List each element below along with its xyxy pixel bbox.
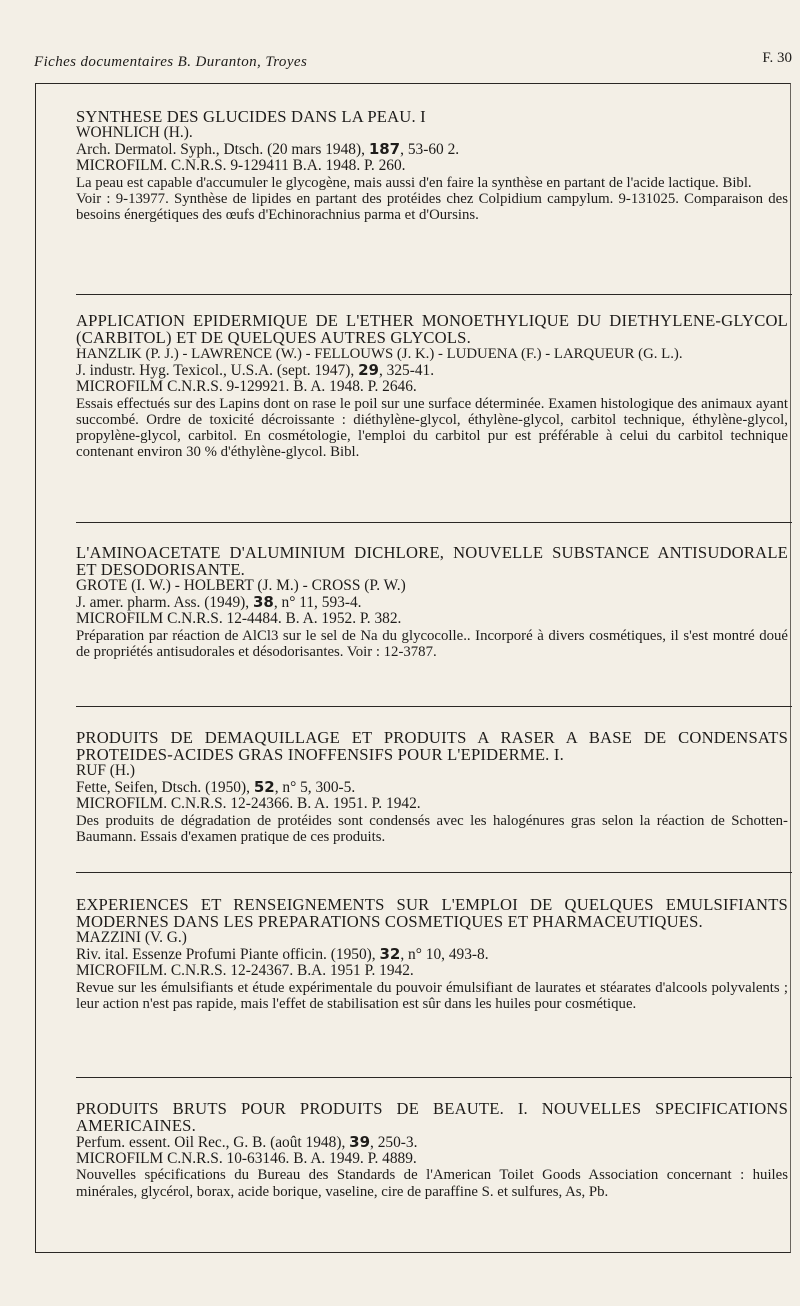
entry-authors: GROTE (I. W.) - HOLBERT (J. M.) - CROSS (P. W.) (76, 577, 406, 594)
separator-line (76, 522, 792, 523)
reference-pages: , 325-41. (378, 362, 435, 380)
entry-title: EXPERIENCES ET RENSEIGNEMENTS SUR L'EMPLOI DE QUELQUES EMULSIFIANTS MODERNES DANS LES PREPARATIONS COSMETIQUES ET PHARMACEUTIQUES. (76, 895, 788, 931)
reference-source: Perfum. essent. Oil Rec., G. B. (août 1948), (76, 1134, 350, 1151)
entry (76, 108, 788, 223)
entry-authors: RUF (H.) (76, 762, 135, 779)
entry-abstract: Des produits de dégradation de protéides sont condensés avec les halogénures gras selon la réaction de Schotten-Baumann. Essais d'examen pratique de ces produits. (76, 812, 788, 845)
separator-line (76, 294, 792, 295)
entry-microfilm: MICROFILM. C.N.R.S. 12-24367. B.A. 1951 P. 1942. (76, 962, 414, 980)
entry (76, 544, 788, 660)
entry-microfilm: MICROFILM C.N.R.S. 9-129921. B. A. 1948. P. 2646. (76, 378, 417, 396)
separator-line (76, 872, 792, 873)
entry-title: L'AMINOACETATE D'ALUMINIUM DICHLORE, NOUVELLE SUBSTANCE ANTISUDORALE ET DESODORISANTE. (76, 543, 788, 579)
reference-pages: , n° 5, 300-5. (274, 779, 356, 797)
entry-microfilm: MICROFILM. C.N.R.S. 12-24366. B. A. 1951. P. 1942. (76, 795, 421, 813)
entry-reference (76, 946, 788, 963)
reference-pages: , n° 11, 593-4. (273, 594, 362, 612)
entry-microfilm: MICROFILM C.N.R.S. 10-63146. B. A. 1949. P. 4889. (76, 1150, 417, 1168)
entry-abstract: Essais effectués sur des Lapins dont on rase le poil sur une surface déterminée. Examen histologique des animaux ayant succombé. Ordre de toxicité décroissante : diéthylène-glycol, éthylène-glycol, carbitol technique, éthylène-glycol, propylène-glycol, carbitol. En cosmétologie, l'emploi du carbitol pur est préférable à celui du carbitol technique contenant environ 30 % d'éthylène-glycol. Bibl. (76, 395, 788, 461)
entry-reference (76, 594, 788, 611)
reference-source: Fette, Seifen, Dtsch. (1950), (76, 779, 254, 797)
reference-source: Riv. ital. Essenze Profumi Piante officin. (1950), (76, 946, 380, 964)
volume-number: 29 (358, 361, 379, 380)
volume-number: 39 (349, 1133, 371, 1151)
entry-reference (76, 141, 788, 158)
reference-source: J. amer. pharm. Ass. (1949), (76, 594, 253, 612)
entry (76, 729, 788, 845)
entry-microfilm: MICROFILM. C.N.R.S. 9-129411 B.A. 1948. P. 260. (76, 157, 406, 175)
reference-source: J. industr. Hyg. Texicol., U.S.A. (sept. 1947), (76, 362, 359, 380)
reference-pages: , 250-3. (370, 1134, 418, 1151)
entry-reference (76, 362, 788, 379)
volume-number: 187 (368, 140, 401, 159)
volume-number: 52 (253, 778, 275, 797)
volume-number: 38 (252, 593, 274, 612)
entry-see-also: Voir : 9-13977. Synthèse de lipides en partant des protéides chez Colpidium campylum. 9-131025. Comparaison des besoins énergétiques des œufs d'Echinorachnius parma et d'Oursins. (76, 190, 788, 224)
entry-authors: HANZLIK (P. J.) - LAWRENCE (W.) - FELLOUWS (J. K.) - LUDUENA (F.) - LARQUEUR (G. L.). (76, 346, 683, 362)
entry-abstract: Préparation par réaction de AlCl3 sur le sel de Na du glycocolle.. Incorporé à divers cosmétiques, il s'est montré doué de propriétés antisudorales et désodorisantes. Voir : 12-3787. (76, 627, 788, 660)
entry-authors: MAZZINI (V. G.) (76, 929, 187, 946)
running-head: Fiches documentaires B. Duranton, Troyes (34, 54, 308, 70)
reference-pages: , n° 10, 493-8. (400, 946, 489, 964)
entry-reference (76, 779, 788, 796)
entry-abstract: Revue sur les émulsifiants et étude expérimentale du pouvoir émulsifiant de laurates et stéarates d'alcools polyvalents ; leur action n'est pas rapide, mais l'effet de stabilisation est sûr dans les huiles pour cosmétique. (76, 979, 788, 1012)
entry-title: APPLICATION EPIDERMIQUE DE L'ETHER MONOETHYLIQUE DU DIETHYLENE-GLYCOL (CARBITOL) ET DE QUELQUES AUTRES GLYCOLS. (76, 311, 788, 347)
reference-pages: , 53-60 2. (400, 141, 460, 159)
page-number: F. 30 (762, 50, 792, 66)
reference-source: Arch. Dermatol. Syph., Dtsch. (20 mars 1948), (76, 141, 369, 159)
entry-microfilm: MICROFILM C.N.R.S. 12-4484. B. A. 1952. P. 382. (76, 610, 402, 628)
page-header (34, 50, 794, 74)
entry-authors: WOHNLICH (H.). (76, 124, 193, 141)
entry-title: SYNTHESE DES GLUCIDES DANS LA PEAU. I (76, 107, 426, 126)
entry-abstract: Nouvelles spécifications du Bureau des Standards de l'American Toilet Goods Association concernant : huiles minérales, glycérol, borax, acide borique, vaseline, cire de paraffine S. et sulfures, As, Pb. (76, 1167, 788, 1200)
entry-reference (76, 1134, 788, 1151)
entry (76, 1100, 788, 1200)
entries-frame (35, 83, 791, 1253)
entry (76, 312, 788, 460)
separator-line (76, 1077, 792, 1078)
separator-line (76, 706, 792, 707)
entry-title: PRODUITS DE DEMAQUILLAGE ET PRODUITS A RASER A BASE DE CONDENSATS PROTEIDES-ACIDES GRAS INOFFENSIFS POUR L'EPIDERME. I. (76, 728, 788, 764)
entry-abstract: La peau est capable d'accumuler le glycogène, mais aussi d'en faire la synthèse en partant de l'acide lactique. Bibl. (76, 174, 752, 191)
volume-number: 32 (379, 945, 401, 964)
entry (76, 896, 788, 1012)
entry-title: PRODUITS BRUTS POUR PRODUITS DE BEAUTE. I. NOUVELLES SPECIFICATIONS AMERICAINES. (76, 1099, 788, 1135)
